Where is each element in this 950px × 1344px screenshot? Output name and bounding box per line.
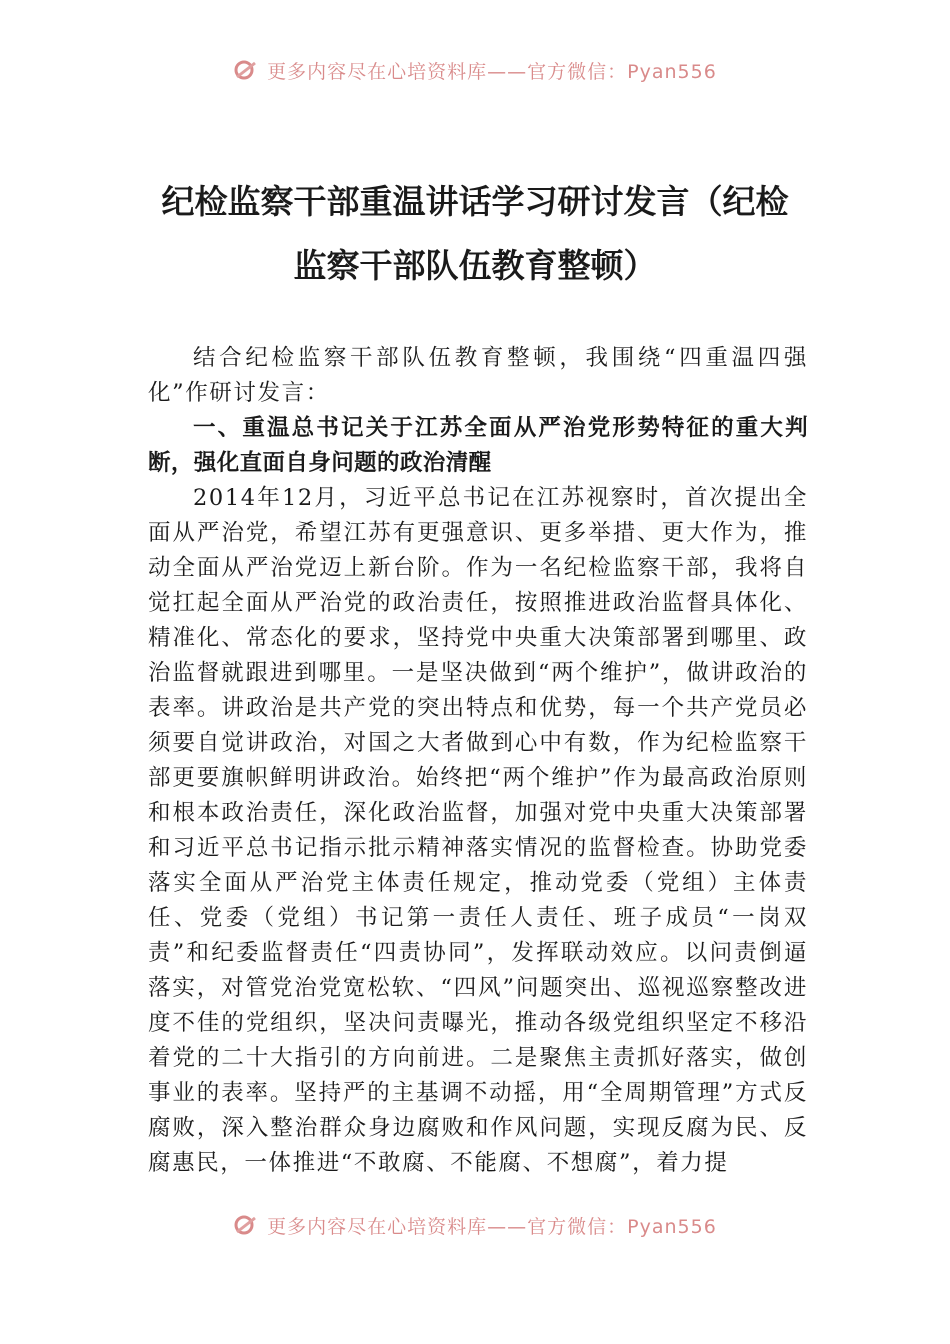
watermark-text: 更多内容尽在心培资料库——官方微信：Pyan556 <box>267 60 717 83</box>
document-body <box>148 341 808 1181</box>
section-body-paragraph: 2014年12月，习近平总书记在江苏视察时，首次提出全面从严治党，希望江苏有更强意识、更多举措、更大作为，推动全面从严治党迈上新台阶。作为一名纪检监察干部，我将自觉扛起全面从严治党的政治责任，按照推进政治监督具体化、精准化、常态化的要求，坚持党中央重大决策部署到哪里、政治监督就跟进到哪里。一是坚决做到“两个维护”，做讲政治的表率。讲政治是共产党的突出特点和优势，每一个共产党员必须要自觉讲政治，对国之大者做到心中有数，作为纪检监察干部更要旗帜鲜明讲政治。始终把“两个维护”作为最高政治原则和根本政治责任，深化政治监督，加强对党中央重大决策部署和习近平总书记指示批示精神落实情况的监督检查。协助党委落实全面从严治党主体责任规定，推动党委（党组）主体责任、党委（党组）书记第一责任人责任、班子成员“一岗双责”和纪委监督责任“四责协同”，发挥联动效应。以问责倒逼落实，对管党治党宽松软、“四风”问题突出、巡视巡察整改进度不佳的党组织，坚决问责曝光，推动各级党组织坚定不移沿着党的二十大指引的方向前进。二是聚焦主责抓好落实，做创事业的表率。坚持严的主基调不动摇，用“全周期管理”方式反腐败，深入整治群众身边腐败和作风问题，实现反腐为民、反腐惠民，一体推进“不敢腐、不能腐、不想腐”，着力提 <box>148 485 808 1176</box>
brand-logo-icon <box>233 59 259 81</box>
intro-paragraph: 结合纪检监察干部队伍教育整顿，我围绕“四重温四强化”作研讨发言： <box>148 345 808 406</box>
document-title: 纪检监察干部重温讲话学习研讨发言（纪检监察干部队伍教育整顿） <box>161 182 789 285</box>
watermark-banner-bottom <box>0 1207 950 1243</box>
brand-logo-icon <box>233 1214 259 1236</box>
watermark-text: 更多内容尽在心培资料库——官方微信：Pyan556 <box>267 1215 717 1238</box>
watermark-banner-top <box>0 52 950 88</box>
section-heading: 一、重温总书记关于江苏全面从严治党形势特征的重大判断，强化直面自身问题的政治清醒 <box>148 415 808 476</box>
